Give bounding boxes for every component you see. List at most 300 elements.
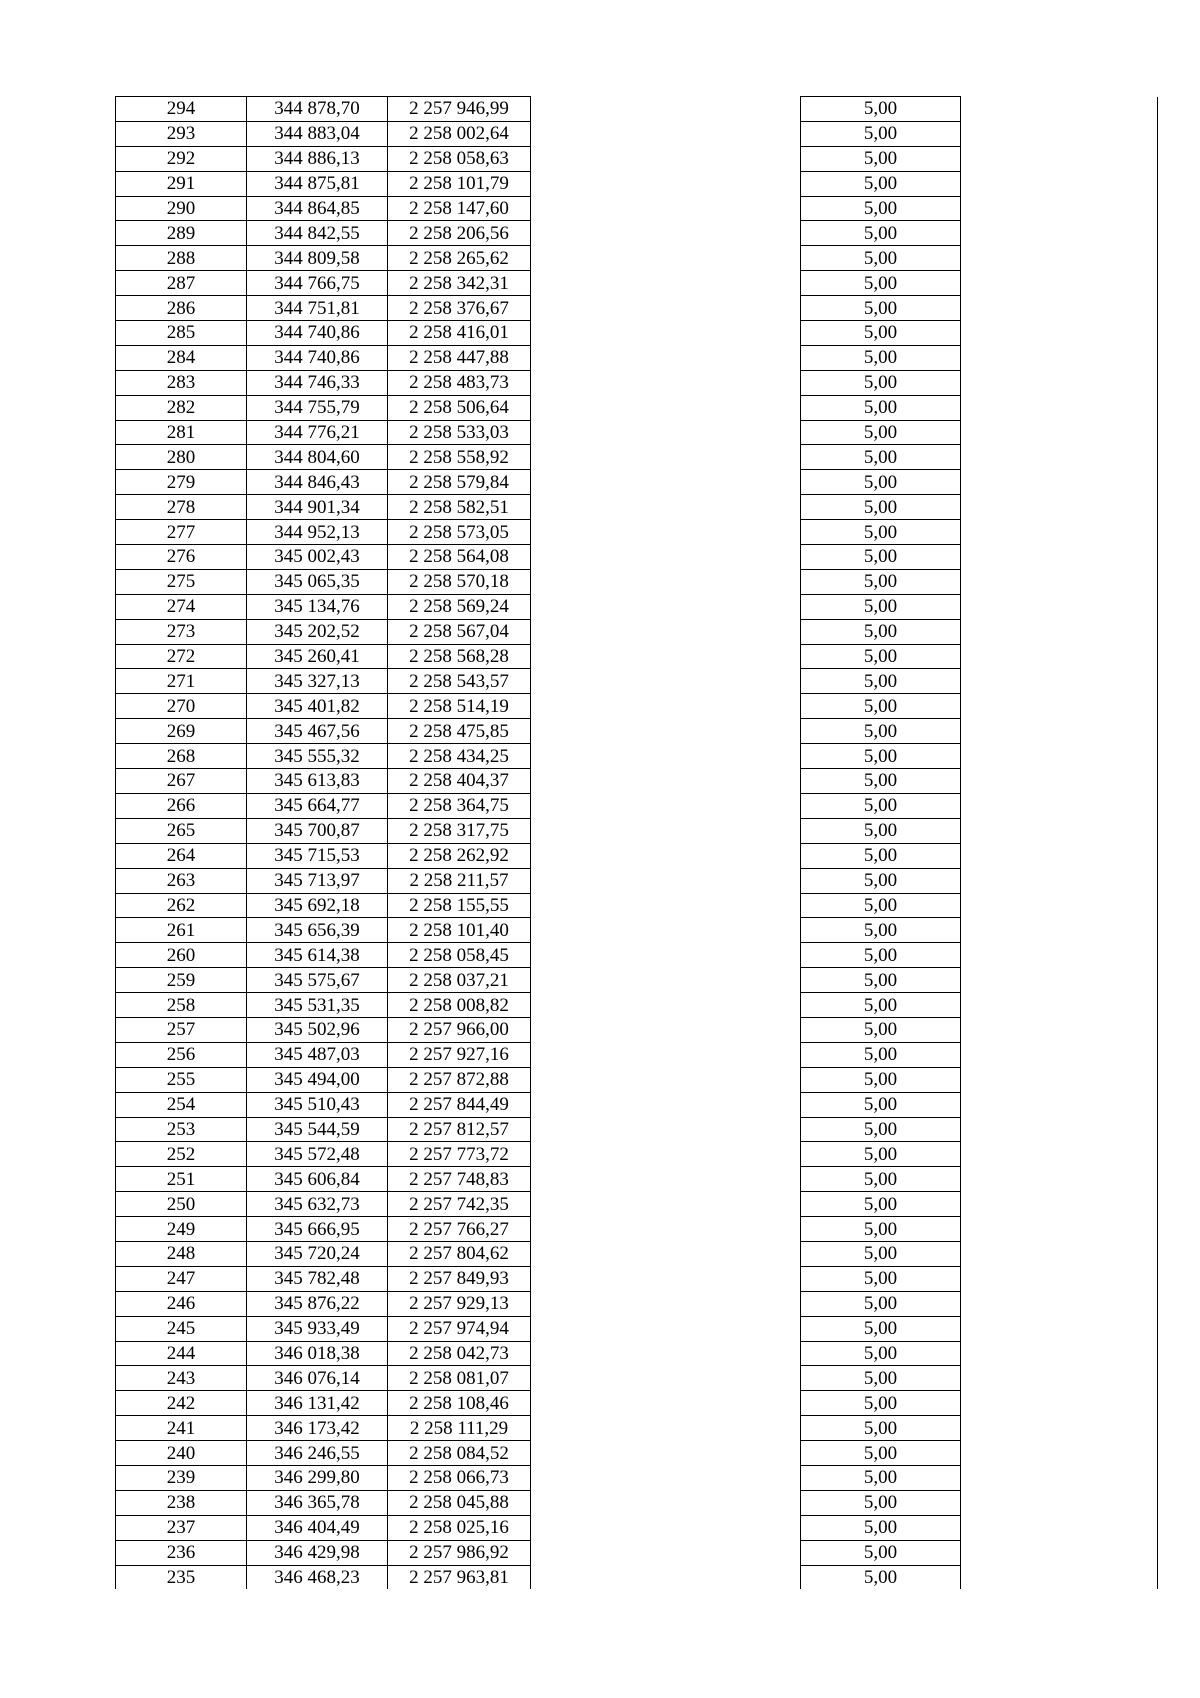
x-coordinate-cell: 346 404,49 — [247, 1515, 388, 1540]
x-coordinate-cell: 346 131,42 — [247, 1391, 388, 1416]
empty-cell — [531, 669, 801, 694]
empty-cell — [531, 1391, 801, 1416]
empty-cell — [961, 694, 1158, 719]
table-row — [116, 271, 1158, 296]
empty-cell — [961, 445, 1158, 470]
table-row — [116, 1241, 1158, 1266]
value-cell: 5,00 — [801, 1490, 961, 1515]
empty-cell — [961, 545, 1158, 570]
empty-cell — [961, 171, 1158, 196]
empty-cell — [531, 1540, 801, 1565]
value-cell: 5,00 — [801, 1092, 961, 1117]
point-number-cell: 259 — [116, 968, 247, 993]
y-coordinate-cell: 2 258 042,73 — [388, 1341, 531, 1366]
empty-cell — [531, 271, 801, 296]
empty-cell — [961, 1490, 1158, 1515]
value-cell: 5,00 — [801, 619, 961, 644]
empty-cell — [961, 1192, 1158, 1217]
empty-cell — [531, 818, 801, 843]
x-coordinate-cell: 344 875,81 — [247, 171, 388, 196]
point-number-cell: 261 — [116, 918, 247, 943]
y-coordinate-cell: 2 257 742,35 — [388, 1192, 531, 1217]
empty-cell — [531, 146, 801, 171]
x-coordinate-cell: 345 544,59 — [247, 1117, 388, 1142]
empty-cell — [961, 1316, 1158, 1341]
point-number-cell: 293 — [116, 121, 247, 146]
empty-cell — [961, 1067, 1158, 1092]
value-cell: 5,00 — [801, 1217, 961, 1242]
table-row — [116, 1441, 1158, 1466]
point-number-cell: 281 — [116, 420, 247, 445]
empty-cell — [961, 1017, 1158, 1042]
y-coordinate-cell: 2 258 058,63 — [388, 146, 531, 171]
empty-cell — [961, 1540, 1158, 1565]
empty-cell — [531, 918, 801, 943]
x-coordinate-cell: 345 876,22 — [247, 1291, 388, 1316]
value-cell: 5,00 — [801, 1266, 961, 1291]
y-coordinate-cell: 2 258 262,92 — [388, 843, 531, 868]
point-number-cell: 280 — [116, 445, 247, 470]
empty-cell — [961, 271, 1158, 296]
empty-cell — [531, 345, 801, 370]
x-coordinate-cell: 345 202,52 — [247, 619, 388, 644]
y-coordinate-cell: 2 257 986,92 — [388, 1540, 531, 1565]
value-cell: 5,00 — [801, 1341, 961, 1366]
x-coordinate-cell: 345 606,84 — [247, 1167, 388, 1192]
empty-cell — [961, 843, 1158, 868]
empty-cell — [961, 520, 1158, 545]
x-coordinate-cell: 344 740,86 — [247, 321, 388, 346]
value-cell: 5,00 — [801, 345, 961, 370]
x-coordinate-cell: 346 468,23 — [247, 1565, 388, 1589]
table-row — [116, 97, 1158, 122]
table-row — [116, 943, 1158, 968]
y-coordinate-cell: 2 257 773,72 — [388, 1142, 531, 1167]
empty-cell — [961, 893, 1158, 918]
table-row — [116, 719, 1158, 744]
empty-cell — [961, 744, 1158, 769]
empty-cell — [531, 246, 801, 271]
y-coordinate-cell: 2 257 748,83 — [388, 1167, 531, 1192]
empty-cell — [531, 321, 801, 346]
x-coordinate-cell: 344 776,21 — [247, 420, 388, 445]
x-coordinate-cell: 344 751,81 — [247, 296, 388, 321]
table-row — [116, 545, 1158, 570]
table-row — [116, 843, 1158, 868]
value-cell: 5,00 — [801, 744, 961, 769]
y-coordinate-cell: 2 257 966,00 — [388, 1017, 531, 1042]
point-number-cell: 236 — [116, 1540, 247, 1565]
empty-cell — [961, 1465, 1158, 1490]
x-coordinate-cell: 345 487,03 — [247, 1042, 388, 1067]
table-row — [116, 420, 1158, 445]
table-row — [116, 769, 1158, 794]
empty-cell — [531, 1465, 801, 1490]
point-number-cell: 243 — [116, 1366, 247, 1391]
empty-cell — [531, 97, 801, 122]
empty-cell — [961, 321, 1158, 346]
y-coordinate-cell: 2 258 543,57 — [388, 669, 531, 694]
empty-cell — [531, 793, 801, 818]
y-coordinate-cell: 2 257 812,57 — [388, 1117, 531, 1142]
x-coordinate-cell: 346 173,42 — [247, 1416, 388, 1441]
y-coordinate-cell: 2 258 364,75 — [388, 793, 531, 818]
y-coordinate-cell: 2 258 084,52 — [388, 1441, 531, 1466]
x-coordinate-cell: 345 933,49 — [247, 1316, 388, 1341]
point-number-cell: 254 — [116, 1092, 247, 1117]
value-cell: 5,00 — [801, 196, 961, 221]
point-number-cell: 269 — [116, 719, 247, 744]
table-row — [116, 1416, 1158, 1441]
y-coordinate-cell: 2 258 081,07 — [388, 1366, 531, 1391]
empty-cell — [961, 1291, 1158, 1316]
x-coordinate-cell: 345 401,82 — [247, 694, 388, 719]
value-cell: 5,00 — [801, 569, 961, 594]
y-coordinate-cell: 2 258 579,84 — [388, 470, 531, 495]
point-number-cell: 262 — [116, 893, 247, 918]
point-number-cell: 282 — [116, 395, 247, 420]
point-number-cell: 278 — [116, 495, 247, 520]
empty-cell — [531, 1266, 801, 1291]
table-row — [116, 594, 1158, 619]
y-coordinate-cell: 2 257 974,94 — [388, 1316, 531, 1341]
y-coordinate-cell: 2 258 206,56 — [388, 221, 531, 246]
y-coordinate-cell: 2 258 567,04 — [388, 619, 531, 644]
empty-cell — [961, 569, 1158, 594]
coordinates-table — [115, 96, 1158, 1589]
value-cell: 5,00 — [801, 420, 961, 445]
empty-cell — [531, 1291, 801, 1316]
value-cell: 5,00 — [801, 445, 961, 470]
x-coordinate-cell: 344 746,33 — [247, 370, 388, 395]
point-number-cell: 274 — [116, 594, 247, 619]
table-row — [116, 1465, 1158, 1490]
y-coordinate-cell: 2 258 475,85 — [388, 719, 531, 744]
y-coordinate-cell: 2 258 317,75 — [388, 818, 531, 843]
empty-cell — [531, 1515, 801, 1540]
table-row — [116, 1565, 1158, 1589]
value-cell: 5,00 — [801, 146, 961, 171]
value-cell: 5,00 — [801, 520, 961, 545]
value-cell: 5,00 — [801, 1192, 961, 1217]
empty-cell — [531, 1217, 801, 1242]
empty-cell — [961, 395, 1158, 420]
y-coordinate-cell: 2 258 564,08 — [388, 545, 531, 570]
y-coordinate-cell: 2 258 066,73 — [388, 1465, 531, 1490]
point-number-cell: 248 — [116, 1241, 247, 1266]
table-row — [116, 321, 1158, 346]
value-cell: 5,00 — [801, 1117, 961, 1142]
table-row — [116, 569, 1158, 594]
empty-cell — [961, 1266, 1158, 1291]
empty-cell — [961, 918, 1158, 943]
y-coordinate-cell: 2 258 108,46 — [388, 1391, 531, 1416]
point-number-cell: 241 — [116, 1416, 247, 1441]
x-coordinate-cell: 344 883,04 — [247, 121, 388, 146]
value-cell: 5,00 — [801, 470, 961, 495]
x-coordinate-cell: 345 134,76 — [247, 594, 388, 619]
point-number-cell: 291 — [116, 171, 247, 196]
y-coordinate-cell: 2 258 569,24 — [388, 594, 531, 619]
empty-cell — [961, 296, 1158, 321]
point-number-cell: 270 — [116, 694, 247, 719]
y-coordinate-cell: 2 257 844,49 — [388, 1092, 531, 1117]
empty-cell — [961, 594, 1158, 619]
x-coordinate-cell: 345 614,38 — [247, 943, 388, 968]
table-row — [116, 1192, 1158, 1217]
value-cell: 5,00 — [801, 669, 961, 694]
table-row — [116, 868, 1158, 893]
point-number-cell: 263 — [116, 868, 247, 893]
empty-cell — [961, 246, 1158, 271]
y-coordinate-cell: 2 258 558,92 — [388, 445, 531, 470]
x-coordinate-cell: 345 720,24 — [247, 1241, 388, 1266]
point-number-cell: 275 — [116, 569, 247, 594]
empty-cell — [961, 644, 1158, 669]
x-coordinate-cell: 344 740,86 — [247, 345, 388, 370]
table-row — [116, 445, 1158, 470]
empty-cell — [531, 893, 801, 918]
empty-cell — [531, 569, 801, 594]
y-coordinate-cell: 2 258 025,16 — [388, 1515, 531, 1540]
value-cell: 5,00 — [801, 1017, 961, 1042]
table-row — [116, 1515, 1158, 1540]
value-cell: 5,00 — [801, 1391, 961, 1416]
empty-cell — [531, 196, 801, 221]
empty-cell — [961, 943, 1158, 968]
empty-cell — [961, 1366, 1158, 1391]
empty-cell — [531, 1241, 801, 1266]
x-coordinate-cell: 344 809,58 — [247, 246, 388, 271]
value-cell: 5,00 — [801, 97, 961, 122]
empty-cell — [531, 445, 801, 470]
empty-cell — [531, 694, 801, 719]
empty-cell — [961, 1092, 1158, 1117]
value-cell: 5,00 — [801, 893, 961, 918]
point-number-cell: 239 — [116, 1465, 247, 1490]
point-number-cell: 266 — [116, 793, 247, 818]
x-coordinate-cell: 344 755,79 — [247, 395, 388, 420]
value-cell: 5,00 — [801, 1465, 961, 1490]
value-cell: 5,00 — [801, 594, 961, 619]
y-coordinate-cell: 2 258 058,45 — [388, 943, 531, 968]
value-cell: 5,00 — [801, 993, 961, 1018]
x-coordinate-cell: 345 555,32 — [247, 744, 388, 769]
value-cell: 5,00 — [801, 171, 961, 196]
x-coordinate-cell: 345 260,41 — [247, 644, 388, 669]
point-number-cell: 250 — [116, 1192, 247, 1217]
empty-cell — [961, 1341, 1158, 1366]
x-coordinate-cell: 345 510,43 — [247, 1092, 388, 1117]
y-coordinate-cell: 2 258 101,40 — [388, 918, 531, 943]
table-row — [116, 1291, 1158, 1316]
table-row — [116, 370, 1158, 395]
point-number-cell: 249 — [116, 1217, 247, 1242]
point-number-cell: 294 — [116, 97, 247, 122]
empty-cell — [531, 1192, 801, 1217]
empty-cell — [961, 1241, 1158, 1266]
x-coordinate-cell: 346 429,98 — [247, 1540, 388, 1565]
y-coordinate-cell: 2 258 533,03 — [388, 420, 531, 445]
table-row — [116, 1217, 1158, 1242]
table-row — [116, 1316, 1158, 1341]
x-coordinate-cell: 344 886,13 — [247, 146, 388, 171]
point-number-cell: 287 — [116, 271, 247, 296]
empty-cell — [531, 221, 801, 246]
value-cell: 5,00 — [801, 271, 961, 296]
empty-cell — [531, 296, 801, 321]
empty-cell — [531, 395, 801, 420]
value-cell: 5,00 — [801, 545, 961, 570]
x-coordinate-cell: 344 804,60 — [247, 445, 388, 470]
value-cell: 5,00 — [801, 1565, 961, 1589]
y-coordinate-cell: 2 257 927,16 — [388, 1042, 531, 1067]
x-coordinate-cell: 344 842,55 — [247, 221, 388, 246]
x-coordinate-cell: 345 664,77 — [247, 793, 388, 818]
y-coordinate-cell: 2 258 404,37 — [388, 769, 531, 794]
value-cell: 5,00 — [801, 868, 961, 893]
y-coordinate-cell: 2 258 037,21 — [388, 968, 531, 993]
value-cell: 5,00 — [801, 221, 961, 246]
empty-cell — [531, 1017, 801, 1042]
value-cell: 5,00 — [801, 1540, 961, 1565]
value-cell: 5,00 — [801, 793, 961, 818]
point-number-cell: 255 — [116, 1067, 247, 1092]
table-row — [116, 1490, 1158, 1515]
point-number-cell: 285 — [116, 321, 247, 346]
value-cell: 5,00 — [801, 1142, 961, 1167]
table-row — [116, 619, 1158, 644]
table-row — [116, 171, 1158, 196]
empty-cell — [531, 1341, 801, 1366]
table-row — [116, 495, 1158, 520]
table-row — [116, 296, 1158, 321]
table-row — [116, 1017, 1158, 1042]
y-coordinate-cell: 2 258 155,55 — [388, 893, 531, 918]
y-coordinate-cell: 2 258 582,51 — [388, 495, 531, 520]
empty-cell — [961, 121, 1158, 146]
y-coordinate-cell: 2 258 514,19 — [388, 694, 531, 719]
table-row — [116, 669, 1158, 694]
y-coordinate-cell: 2 258 101,79 — [388, 171, 531, 196]
value-cell: 5,00 — [801, 1291, 961, 1316]
x-coordinate-cell: 345 715,53 — [247, 843, 388, 868]
point-number-cell: 256 — [116, 1042, 247, 1067]
x-coordinate-cell: 345 632,73 — [247, 1192, 388, 1217]
point-number-cell: 258 — [116, 993, 247, 1018]
empty-cell — [961, 669, 1158, 694]
empty-cell — [531, 769, 801, 794]
table-row — [116, 744, 1158, 769]
point-number-cell: 284 — [116, 345, 247, 370]
point-number-cell: 286 — [116, 296, 247, 321]
empty-cell — [961, 719, 1158, 744]
point-number-cell: 271 — [116, 669, 247, 694]
empty-cell — [531, 1416, 801, 1441]
empty-cell — [961, 1441, 1158, 1466]
empty-cell — [961, 495, 1158, 520]
empty-cell — [961, 370, 1158, 395]
point-number-cell: 288 — [116, 246, 247, 271]
table-row — [116, 1366, 1158, 1391]
table-row — [116, 470, 1158, 495]
table-row — [116, 1117, 1158, 1142]
empty-cell — [961, 968, 1158, 993]
x-coordinate-cell: 346 246,55 — [247, 1441, 388, 1466]
value-cell: 5,00 — [801, 1416, 961, 1441]
empty-cell — [961, 221, 1158, 246]
point-number-cell: 251 — [116, 1167, 247, 1192]
empty-cell — [961, 1142, 1158, 1167]
y-coordinate-cell: 2 258 483,73 — [388, 370, 531, 395]
empty-cell — [961, 1042, 1158, 1067]
x-coordinate-cell: 345 656,39 — [247, 918, 388, 943]
table-row — [116, 121, 1158, 146]
table-row — [116, 818, 1158, 843]
y-coordinate-cell: 2 258 416,01 — [388, 321, 531, 346]
y-coordinate-cell: 2 257 804,62 — [388, 1241, 531, 1266]
point-number-cell: 290 — [116, 196, 247, 221]
x-coordinate-cell: 345 666,95 — [247, 1217, 388, 1242]
y-coordinate-cell: 2 258 265,62 — [388, 246, 531, 271]
value-cell: 5,00 — [801, 918, 961, 943]
empty-cell — [961, 993, 1158, 1018]
empty-cell — [531, 545, 801, 570]
empty-cell — [531, 1441, 801, 1466]
empty-cell — [961, 1217, 1158, 1242]
x-coordinate-cell: 345 531,35 — [247, 993, 388, 1018]
y-coordinate-cell: 2 258 506,64 — [388, 395, 531, 420]
empty-cell — [961, 470, 1158, 495]
y-coordinate-cell: 2 257 946,99 — [388, 97, 531, 122]
x-coordinate-cell: 345 575,67 — [247, 968, 388, 993]
x-coordinate-cell: 344 864,85 — [247, 196, 388, 221]
table-row — [116, 1042, 1158, 1067]
table-row — [116, 1391, 1158, 1416]
value-cell: 5,00 — [801, 769, 961, 794]
empty-cell — [531, 1067, 801, 1092]
y-coordinate-cell: 2 257 872,88 — [388, 1067, 531, 1092]
point-number-cell: 257 — [116, 1017, 247, 1042]
empty-cell — [531, 1316, 801, 1341]
table-row — [116, 395, 1158, 420]
x-coordinate-cell: 345 613,83 — [247, 769, 388, 794]
value-cell: 5,00 — [801, 818, 961, 843]
table-row — [116, 893, 1158, 918]
x-coordinate-cell: 345 713,97 — [247, 868, 388, 893]
point-number-cell: 279 — [116, 470, 247, 495]
value-cell: 5,00 — [801, 321, 961, 346]
table-row — [116, 1092, 1158, 1117]
value-cell: 5,00 — [801, 1366, 961, 1391]
x-coordinate-cell: 346 299,80 — [247, 1465, 388, 1490]
empty-cell — [961, 868, 1158, 893]
point-number-cell: 237 — [116, 1515, 247, 1540]
table-row — [116, 520, 1158, 545]
table-row — [116, 968, 1158, 993]
value-cell: 5,00 — [801, 1441, 961, 1466]
x-coordinate-cell: 345 327,13 — [247, 669, 388, 694]
empty-cell — [961, 146, 1158, 171]
table-row — [116, 644, 1158, 669]
table-row — [116, 221, 1158, 246]
point-number-cell: 276 — [116, 545, 247, 570]
y-coordinate-cell: 2 258 570,18 — [388, 569, 531, 594]
point-number-cell: 289 — [116, 221, 247, 246]
point-number-cell: 267 — [116, 769, 247, 794]
empty-cell — [961, 420, 1158, 445]
x-coordinate-cell: 345 002,43 — [247, 545, 388, 570]
